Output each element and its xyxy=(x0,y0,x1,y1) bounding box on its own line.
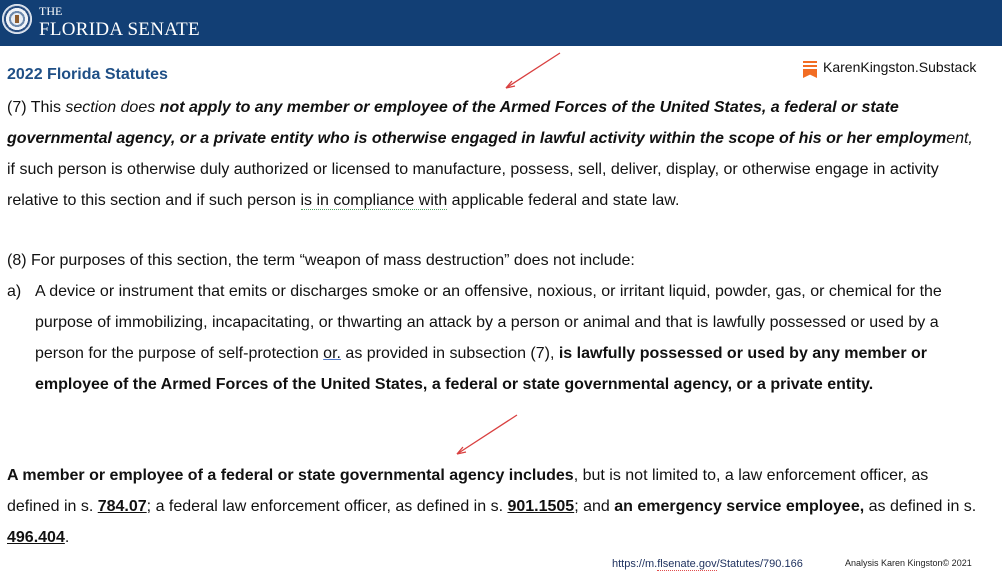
section-7-bold: not apply to any member or employee of the Armed Forces of the United States, a federal or state governmental agency, or a private entity who is otherwise engaged in lawful activity within the scope of his or her xyxy=(7,99,899,147)
watermark-text: KarenKingston.Substack xyxy=(823,59,977,75)
section-7-employment-end: ent, xyxy=(946,130,973,147)
item-a-part-2: as provided in subsection (7), xyxy=(340,345,559,362)
url-prefix: https://m. xyxy=(612,558,658,570)
item-a-body xyxy=(35,276,975,400)
member-definition-bold: A member or employee of a federal or state governmental agency includes xyxy=(7,467,574,484)
emergency-service-phrase: an emergency service employee, xyxy=(614,498,865,515)
url-suffix: /Statutes/790.166 xyxy=(716,558,803,570)
header-prefix: THE xyxy=(39,4,63,18)
item-a-bold-clause: is lawfully possessed or used by any member or employee of the Armed Forces of the United States, a federal or state governmental agency, or a private entity. xyxy=(35,345,927,393)
analysis-credit: Analysis Karen Kingston© 2021 xyxy=(845,558,972,568)
member-definition-text-2: ; a federal law enforcement officer, as defined in s. xyxy=(146,498,508,515)
item-a-or: or. xyxy=(323,345,341,362)
member-definition-paragraph xyxy=(7,460,977,553)
substack-bookmark-icon xyxy=(803,61,817,78)
section-8-intro: (8) For purposes of this section, the term “weapon of mass destruction” does not include: xyxy=(7,252,635,269)
member-definition-text-3: ; and xyxy=(574,498,615,515)
substack-watermark xyxy=(803,59,988,79)
arrow-annotation-bottom xyxy=(445,412,525,464)
statute-link-901-1505[interactable]: 901.1505 xyxy=(507,498,575,515)
member-definition-text-4: as defined in s. xyxy=(864,498,977,515)
statute-link-784-07[interactable]: 784.07 xyxy=(97,498,147,515)
url-domain: flsenate.gov xyxy=(657,558,717,570)
section-7-ending: applicable federal and state law. xyxy=(447,192,680,209)
document-subtitle: 2022 Florida Statutes xyxy=(7,66,168,83)
florida-senate-seal-icon xyxy=(2,4,32,34)
seal-center xyxy=(15,15,19,23)
section-7-prefix: (7) This xyxy=(7,99,66,116)
section-7-italic: section does xyxy=(65,99,156,116)
header-title: FLORIDA SENATE xyxy=(39,19,200,40)
member-definition-text-1: , but is not limited to, a law enforcement officer, as defined in s. xyxy=(7,467,929,515)
member-definition-end: . xyxy=(64,529,70,546)
section-7-paragraph xyxy=(7,92,977,216)
item-a-part-1: A device or instrument that emits or discharges smoke or an offensive, noxious, or irritant liquid, powder, gas, or chemical for the purpose of immobilizing, incapacitating, or thwarting an attack by a person or animal and that is lawfully possessed or used by a person for the purpose of self-protection xyxy=(35,283,942,362)
section-7-employment-start: employm xyxy=(875,130,947,147)
compliance-phrase: is in compliance with xyxy=(300,192,448,209)
item-letter: a) xyxy=(7,283,22,300)
source-url[interactable] xyxy=(612,558,803,570)
arrow-annotation-top xyxy=(490,48,570,98)
section-7-body: if such person is otherwise duly authorized or licensed to manufacture, possess, sell, deliver, display, or otherwise engage in activity relative to this section and if such person xyxy=(7,161,939,209)
site-header xyxy=(0,0,1002,46)
statute-link-496-404[interactable]: 496.404 xyxy=(7,529,65,546)
